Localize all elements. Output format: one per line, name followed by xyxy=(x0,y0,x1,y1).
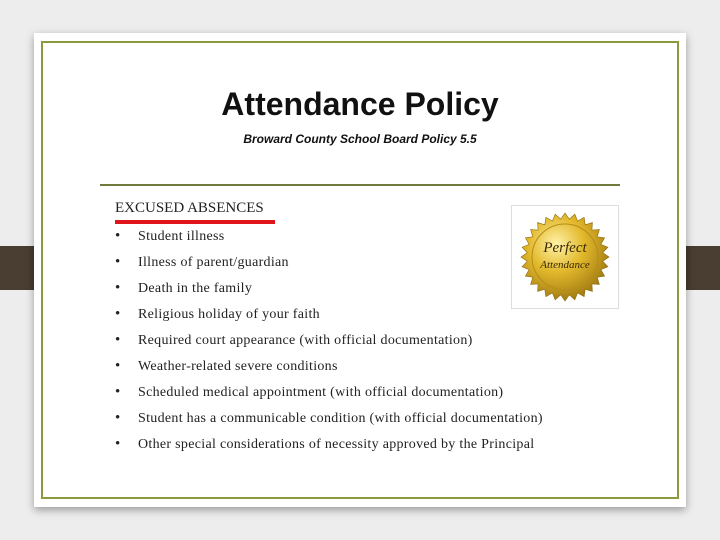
slide-title: Attendance Policy xyxy=(221,86,499,122)
list-item-text: Illness of parent/guardian xyxy=(138,255,289,270)
list-item xyxy=(115,225,543,251)
bullet-icon: • xyxy=(115,254,121,270)
bullet-icon: • xyxy=(115,332,121,348)
section-heading: EXCUSED ABSENCES xyxy=(115,200,264,216)
bullet-icon: • xyxy=(115,306,121,322)
list-item xyxy=(115,407,543,433)
bullet-icon: • xyxy=(115,228,121,244)
section-heading-underline xyxy=(115,220,275,224)
slide-subtitle: Broward County School Board Policy 5.5 xyxy=(243,132,477,146)
list-item xyxy=(115,303,543,329)
badge-line2: Attendance xyxy=(540,259,590,271)
list-item xyxy=(115,277,543,303)
excused-absences-list xyxy=(115,225,543,459)
list-item-text: Other special considerations of necessity approved by the Principal xyxy=(138,437,535,452)
bullet-icon: • xyxy=(115,436,121,452)
list-item xyxy=(115,433,543,459)
list-item-text: Religious holiday of your faith xyxy=(138,307,320,322)
list-item-text: Death in the family xyxy=(138,281,253,296)
list-item xyxy=(115,355,543,381)
bullet-icon: • xyxy=(115,384,121,400)
list-item xyxy=(115,251,543,277)
badge-line1: Perfect xyxy=(543,240,587,256)
bullet-icon: • xyxy=(115,410,121,426)
gold-seal-icon xyxy=(512,206,618,308)
list-item xyxy=(115,329,543,355)
title-divider xyxy=(100,184,620,186)
list-item-text: Scheduled medical appointment (with official documentation) xyxy=(138,385,504,400)
list-item-text: Student illness xyxy=(138,229,225,244)
perfect-attendance-badge xyxy=(511,205,619,309)
list-item-text: Weather-related severe conditions xyxy=(138,359,338,374)
list-item xyxy=(115,381,543,407)
list-item-text: Required court appearance (with official documentation) xyxy=(138,333,473,348)
bullet-icon: • xyxy=(115,358,121,374)
bullet-icon: • xyxy=(115,280,121,296)
list-item-text: Student has a communicable condition (with official documentation) xyxy=(138,411,543,426)
